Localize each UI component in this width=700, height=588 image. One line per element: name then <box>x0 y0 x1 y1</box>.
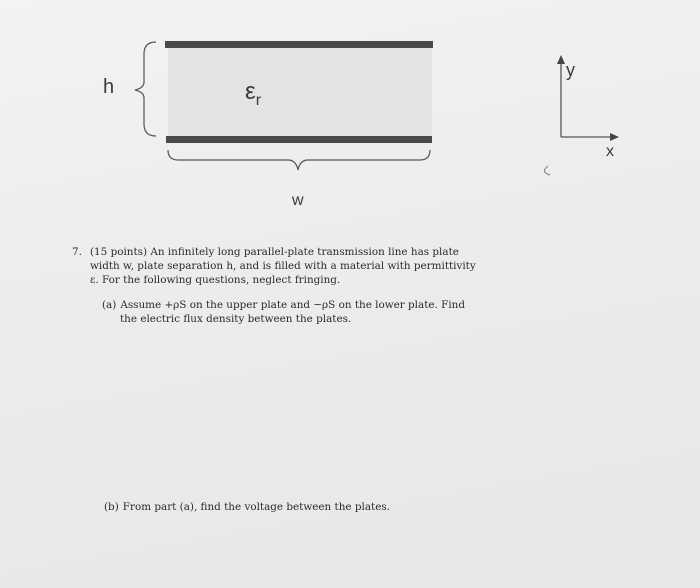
dielectric-region <box>168 47 432 138</box>
x-axis-arrow <box>610 133 619 141</box>
h-brace <box>135 42 156 136</box>
upper-plate <box>165 41 433 48</box>
label-epsilon-r <box>245 78 261 110</box>
label-h: h <box>103 76 115 98</box>
part-b <box>104 500 404 514</box>
part-a-line-2: the electric flux density between the plates. <box>120 313 352 325</box>
y-axis-arrow <box>557 55 565 64</box>
figure-drawing <box>0 0 700 230</box>
axis-mark <box>544 166 550 175</box>
problem-7 <box>72 245 492 287</box>
part-b-tag: (b) <box>104 501 119 513</box>
w-brace <box>168 150 430 170</box>
epsilon-subscript: r <box>255 91 262 109</box>
problem-line-2: width w, plate separation h, and is filled with a material with permittivity <box>90 260 476 272</box>
parallel-plate-figure <box>0 0 700 230</box>
problem-number: 7. <box>72 246 82 258</box>
part-a-tag: (a) <box>102 299 117 311</box>
lower-plate <box>166 136 432 143</box>
part-a <box>102 298 492 326</box>
part-a-line-1: Assume +ρS on the upper plate and −ρS on the lower plate. Find <box>120 299 466 311</box>
label-w: w <box>292 192 304 209</box>
problem-line-1: (15 points) An infinitely long parallel-plate transmission line has plate <box>90 246 459 258</box>
axis-label-y: y <box>566 60 575 80</box>
problem-line-3: ε. For the following questions, neglect fringing. <box>90 274 341 286</box>
part-b-text: From part (a), find the voltage between the plates. <box>122 501 390 513</box>
epsilon-symbol: ε <box>245 78 256 105</box>
axis-label-x: x <box>606 143 614 160</box>
